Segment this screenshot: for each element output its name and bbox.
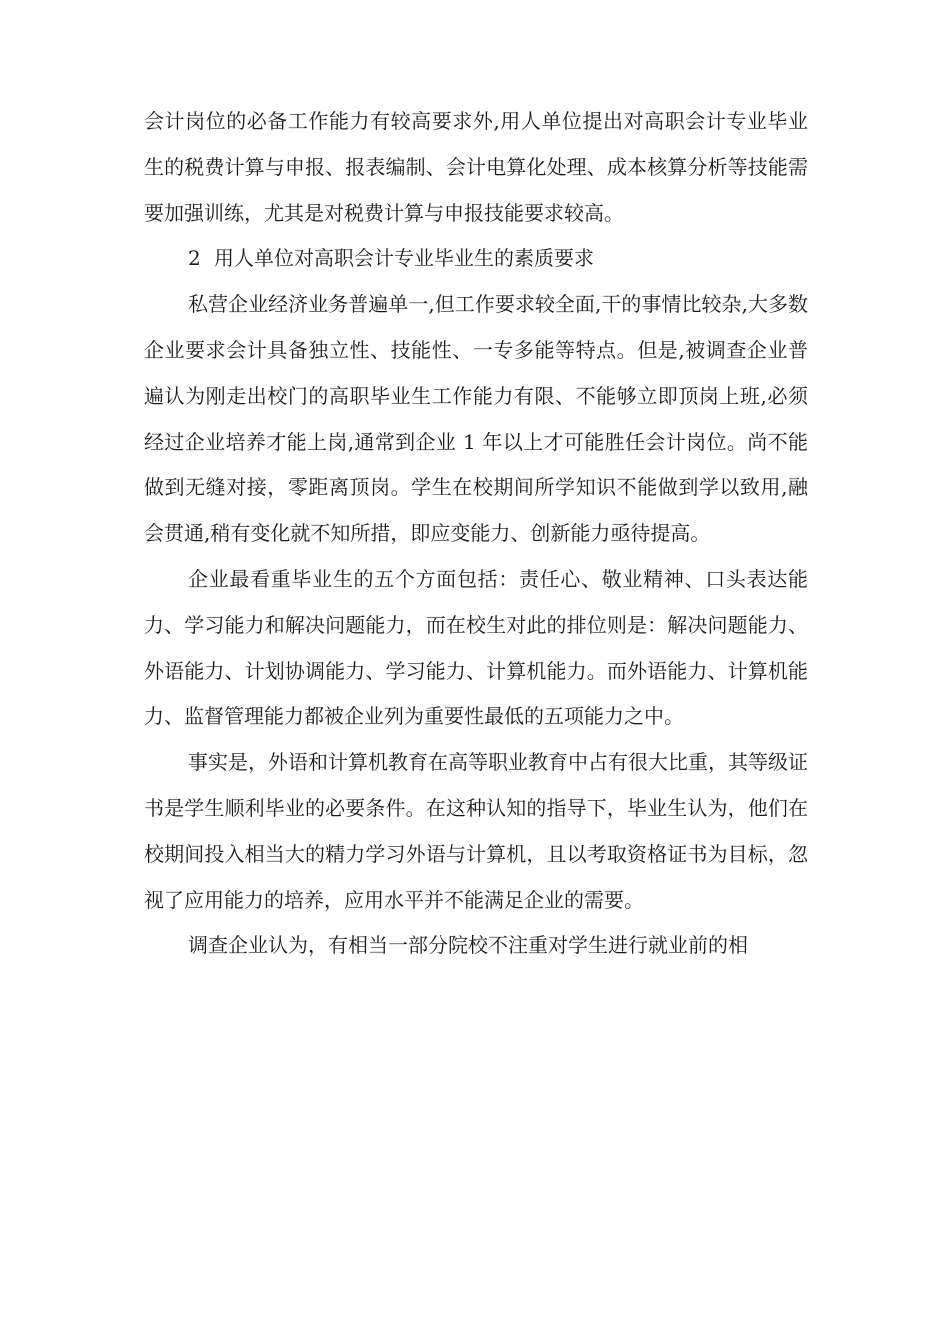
section-number: 2 (188, 246, 201, 271)
section-heading (144, 236, 808, 282)
paragraph-5: 调查企业认为，有相当一部分院校不注重对学生进行就业前的相 (188, 933, 748, 958)
paragraph-2: 私营企业经济业务普遍单一,但工作要求较全面,干的事情比较杂,大多数企业要求会计具备独立性、技能性、一专多能等特点。但是,被调查企业普遍认为刚走出校门的高职毕业生工作能力有限、不能够立即顶岗上班,必须经过企业培养才能上岗,通常到企业 1 年以上才可能胜任会计岗位。尚不能做到无缝对接，零距离顶岗。学生在校期间所学知识不能做到学以致用,融会贯通,稍有变化就不知所措，即应变能力、创新能力亟待提高。 (144, 292, 808, 546)
section-title: 用人单位对高职会计专业毕业生的素质要求 (214, 246, 594, 271)
paragraph-1: 会计岗位的必备工作能力有较高要求外,用人单位提出对高职会计专业毕业生的税费计算与申报、报表编制、会计电算化处理、成本核算分析等技能需要加强训练，尤其是对税费计算与申报技能要求较高。 (144, 109, 808, 225)
document-body (144, 99, 808, 969)
paragraph-4: 事实是，外语和计算机教育在高等职业教育中占有很大比重，其等级证书是学生顺利毕业的必要条件。在这种认知的指导下，毕业生认为，他们在校期间投入相当大的精力学习外语与计算机，且以考取资格证书为目标，忽视了应用能力的培养，应用水平并不能满足企业的需要。 (144, 750, 808, 912)
paragraph-3: 企业最看重毕业生的五个方面包括：责任心、敬业精神、口头表达能力、学习能力和解决问题能力，而在校生对此的排位则是：解决问题能力、外语能力、计划协调能力、学习能力、计算机能力。而外语能力、计算机能力、监督管理能力都被企业列为重要性最低的五项能力之中。 (144, 566, 808, 729)
